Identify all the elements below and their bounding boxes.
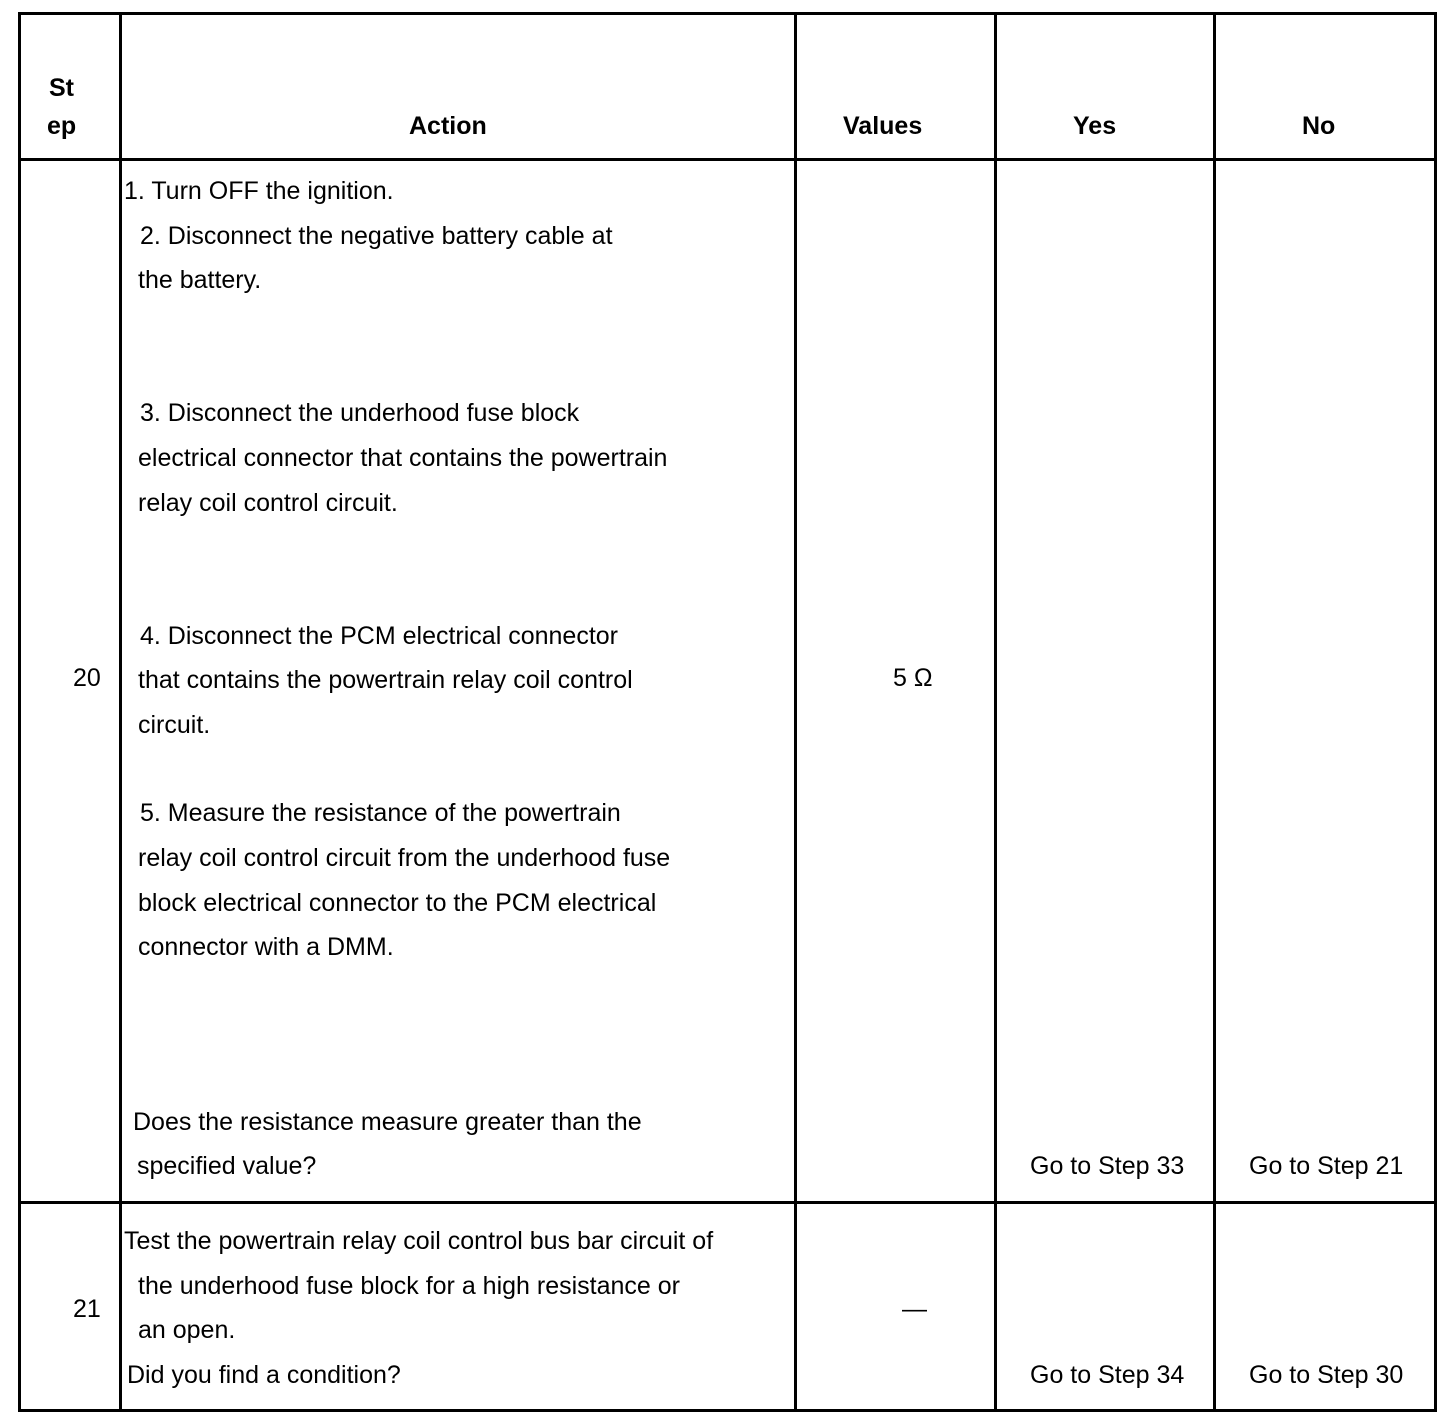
value-cell: 5 Ω bbox=[893, 664, 933, 692]
action-line: an open. bbox=[138, 1316, 236, 1344]
action-line: the battery. bbox=[138, 266, 262, 294]
no-cell: Go to Step 21 bbox=[1249, 1152, 1404, 1180]
action-line: 2. Disconnect the negative battery cable at bbox=[140, 222, 613, 250]
action-line: 4. Disconnect the PCM electrical connector bbox=[140, 622, 618, 650]
header-values: Values bbox=[843, 112, 923, 140]
action-line: circuit. bbox=[138, 711, 211, 739]
header-step-line1: St bbox=[49, 74, 74, 102]
action-line: relay coil control circuit. bbox=[138, 489, 398, 517]
column-divider-step bbox=[119, 12, 122, 1412]
action-line: specified value? bbox=[137, 1152, 317, 1180]
header-yes: Yes bbox=[1073, 112, 1117, 140]
header-action: Action bbox=[409, 112, 487, 140]
action-line: 3. Disconnect the underhood fuse block bbox=[140, 399, 580, 427]
action-line: that contains the powertrain relay coil control bbox=[138, 666, 633, 694]
action-line: the underhood fuse block for a high resistance or bbox=[138, 1272, 681, 1300]
action-line: electrical connector that contains the powertrain bbox=[138, 444, 668, 472]
header-divider bbox=[18, 158, 1437, 161]
yes-cell: Go to Step 34 bbox=[1030, 1361, 1185, 1389]
action-line: Did you find a condition? bbox=[127, 1361, 401, 1389]
table-border-right bbox=[1434, 12, 1437, 1412]
action-line: 5. Measure the resistance of the powertrain bbox=[140, 799, 621, 827]
action-line: Does the resistance measure greater than the bbox=[133, 1108, 642, 1136]
table-border-top bbox=[18, 12, 1437, 15]
step-number: 21 bbox=[73, 1295, 101, 1323]
header-step-line2: ep bbox=[47, 112, 77, 140]
step-number: 20 bbox=[73, 664, 101, 692]
table-border-left bbox=[18, 12, 21, 1412]
action-line: connector with a DMM. bbox=[138, 933, 394, 961]
action-line: relay coil control circuit from the underhood fuse bbox=[138, 844, 671, 872]
no-cell: Go to Step 30 bbox=[1249, 1361, 1404, 1389]
value-cell: — bbox=[902, 1295, 927, 1323]
action-line: 1. Turn OFF the ignition. bbox=[124, 177, 394, 205]
row-divider bbox=[18, 1201, 1437, 1204]
yes-cell: Go to Step 33 bbox=[1030, 1152, 1185, 1180]
column-divider-values bbox=[994, 12, 997, 1412]
header-no: No bbox=[1302, 112, 1336, 140]
action-line: block electrical connector to the PCM electrical bbox=[138, 889, 657, 917]
column-divider-action bbox=[794, 12, 797, 1412]
column-divider-yes bbox=[1213, 12, 1216, 1412]
table-border-bottom bbox=[18, 1409, 1437, 1412]
action-line: Test the powertrain relay coil control bus bar circuit of bbox=[124, 1227, 714, 1255]
